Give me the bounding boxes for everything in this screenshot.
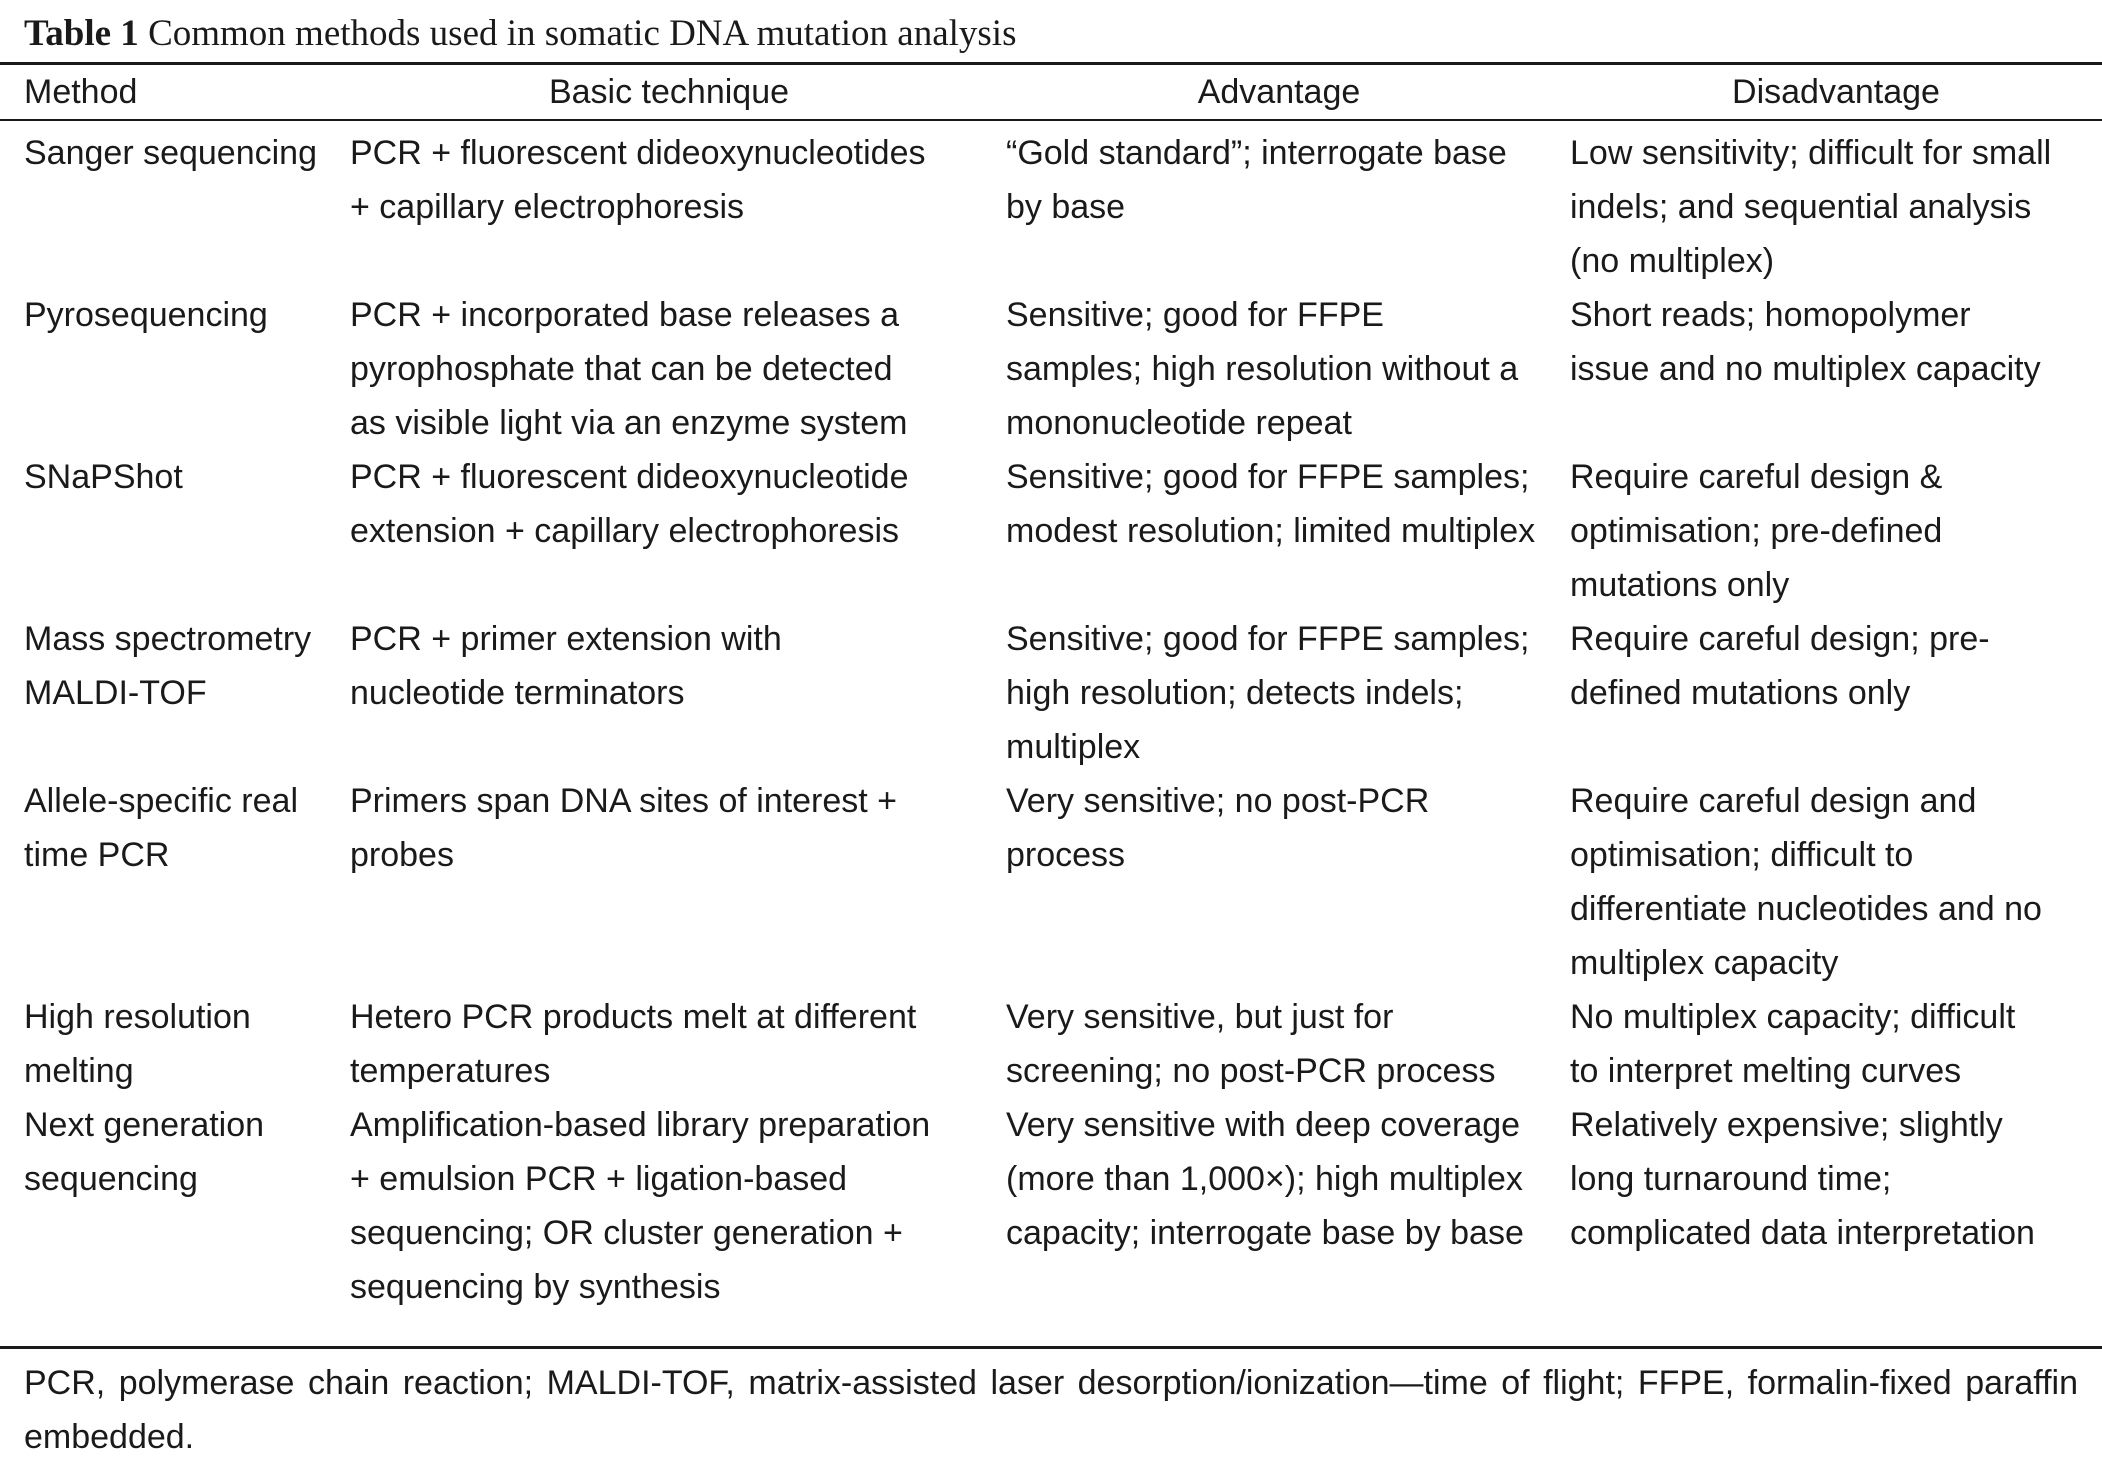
table-footnote: PCR, polymerase chain reaction; MALDI-TOF, matrix-assisted laser desorption/ionization—time of flight; FFPE, formalin-fixed paraffin embedded.	[24, 1364, 2078, 1456]
cell-advantage	[988, 450, 1570, 612]
cell-line: defined mutations only	[1570, 674, 1911, 712]
cell-line: mononucleotide repeat	[1006, 404, 1352, 442]
cell-line: samples; high resolution without a	[1006, 350, 1519, 388]
cell-line: PCR + incorporated base releases a	[350, 296, 900, 334]
cell-line: Low sensitivity; difficult for small	[1570, 134, 2052, 172]
cell-advantage	[988, 1098, 1570, 1314]
cell-line: high resolution; detects indels;	[1006, 674, 1464, 712]
cell-basic-technique	[350, 612, 988, 774]
cell-line: probes	[350, 836, 454, 874]
cell-line: issue and no multiplex capacity	[1570, 350, 2041, 388]
cell-line: Sensitive; good for FFPE samples;	[1006, 620, 1530, 658]
cell-method	[0, 119, 350, 288]
table-row	[0, 119, 2102, 288]
cell-line: Very sensitive; no post-PCR	[1006, 782, 1430, 820]
cell-line: Next generation	[24, 1106, 265, 1144]
cell-line: Amplification-based library preparation	[350, 1106, 931, 1144]
cell-method	[0, 774, 350, 990]
cell-line: Very sensitive with deep coverage	[1006, 1106, 1521, 1144]
cell-line: MALDI-TOF	[24, 674, 207, 712]
cell-advantage	[988, 612, 1570, 774]
cell-basic-technique	[350, 450, 988, 612]
cell-line: pyrophosphate that can be detected	[350, 350, 893, 388]
table-row	[0, 450, 2102, 612]
cell-basic-technique	[350, 774, 988, 990]
cell-line: sequencing; OR cluster generation +	[350, 1214, 903, 1252]
cell-line: PCR + fluorescent dideoxynucleotides	[350, 134, 926, 172]
table-row	[0, 990, 2102, 1098]
table-caption-label: Table 1	[24, 13, 139, 54]
table-header-row	[0, 65, 2102, 119]
cell-line: mutations only	[1570, 566, 1790, 604]
cell-disadvantage	[1570, 450, 2102, 612]
table-row	[0, 1098, 2102, 1314]
cell-method	[0, 612, 350, 774]
cell-line: High resolution	[24, 998, 251, 1036]
cell-line: + emulsion PCR + ligation-based	[350, 1160, 848, 1198]
header-method: Method	[24, 73, 138, 111]
cell-line: differentiate nucleotides and no	[1570, 890, 2042, 928]
cell-line: melting	[24, 1052, 134, 1090]
cell-line: Require careful design and	[1570, 782, 1977, 820]
header-advantage: Advantage	[1197, 73, 1361, 111]
cell-basic-technique	[350, 1098, 988, 1314]
cell-line: “Gold standard”; interrogate base	[1006, 134, 1507, 172]
cell-line: Sensitive; good for FFPE samples;	[1006, 458, 1530, 496]
cell-line: Short reads; homopolymer	[1570, 296, 1971, 334]
table-caption-title: Common methods used in somatic DNA mutation analysis	[148, 13, 1017, 54]
cell-basic-technique	[350, 990, 988, 1098]
cell-line: by base	[1006, 188, 1126, 226]
cell-line: (more than 1,000×); high multiplex	[1006, 1160, 1523, 1198]
cell-basic-technique	[350, 119, 988, 288]
cell-line: Sensitive; good for FFPE	[1006, 296, 1384, 334]
cell-line: modest resolution; limited multiplex	[1006, 512, 1536, 550]
cell-line: Hetero PCR products melt at different	[350, 998, 917, 1036]
cell-method	[0, 288, 350, 450]
cell-line: screening; no post-PCR process	[1006, 1052, 1496, 1090]
cell-line: Very sensitive, but just for	[1006, 998, 1394, 1036]
header-disadvantage: Disadvantage	[1732, 73, 1940, 111]
cell-line: Sanger sequencing	[24, 134, 318, 172]
cell-line: Pyrosequencing	[24, 296, 268, 334]
cell-line: Allele-specific real	[24, 782, 298, 820]
cell-disadvantage	[1570, 288, 2102, 450]
cell-line: nucleotide terminators	[350, 674, 685, 712]
cell-disadvantage	[1570, 1098, 2102, 1314]
cell-line: optimisation; pre-defined	[1570, 512, 1943, 550]
cell-advantage	[988, 119, 1570, 288]
cell-line: time PCR	[24, 836, 170, 874]
cell-method	[0, 450, 350, 612]
cell-line: SNaPShot	[24, 458, 183, 496]
methods-table	[0, 65, 2102, 1314]
cell-line: Require careful design &	[1570, 458, 1943, 496]
cell-advantage	[988, 990, 1570, 1098]
table-body	[0, 119, 2102, 1314]
cell-line: extension + capillary electrophoresis	[350, 512, 900, 550]
table-row	[0, 288, 2102, 450]
cell-method	[0, 990, 350, 1098]
cell-line: PCR + primer extension with	[350, 620, 782, 658]
cell-line: optimisation; difficult to	[1570, 836, 1914, 874]
cell-line: Primers span DNA sites of interest +	[350, 782, 898, 820]
cell-advantage	[988, 288, 1570, 450]
cell-disadvantage	[1570, 612, 2102, 774]
cell-line: No multiplex capacity; difficult	[1570, 998, 2016, 1036]
cell-line: as visible light via an enzyme system	[350, 404, 908, 442]
table-bottom-rule	[0, 1346, 2102, 1349]
cell-line: PCR + fluorescent dideoxynucleotide	[350, 458, 909, 496]
cell-line: temperatures	[350, 1052, 551, 1090]
cell-line: Mass spectrometry	[24, 620, 312, 658]
table-caption	[24, 10, 1016, 58]
cell-disadvantage	[1570, 119, 2102, 288]
cell-line: + capillary electrophoresis	[350, 188, 745, 226]
cell-line: capacity; interrogate base by base	[1006, 1214, 1524, 1252]
cell-disadvantage	[1570, 990, 2102, 1098]
cell-line: multiplex capacity	[1570, 944, 1839, 982]
header-basic-technique: Basic technique	[548, 73, 790, 111]
cell-line: Require careful design; pre-	[1570, 620, 1990, 658]
cell-line: (no multiplex)	[1570, 242, 1775, 280]
cell-line: to interpret melting curves	[1570, 1052, 1962, 1090]
cell-basic-technique	[350, 288, 988, 450]
table-row	[0, 774, 2102, 990]
cell-disadvantage	[1570, 774, 2102, 990]
cell-method	[0, 1098, 350, 1314]
cell-line: Relatively expensive; slightly	[1570, 1106, 2003, 1144]
table-row	[0, 612, 2102, 774]
cell-line: sequencing	[24, 1160, 198, 1198]
cell-line: indels; and sequential analysis	[1570, 188, 2032, 226]
cell-advantage	[988, 774, 1570, 990]
cell-line: complicated data interpretation	[1570, 1214, 2035, 1252]
cell-line: long turnaround time;	[1570, 1160, 1892, 1198]
cell-line: sequencing by synthesis	[350, 1268, 721, 1306]
cell-line: multiplex	[1006, 728, 1141, 766]
cell-line: process	[1006, 836, 1126, 874]
